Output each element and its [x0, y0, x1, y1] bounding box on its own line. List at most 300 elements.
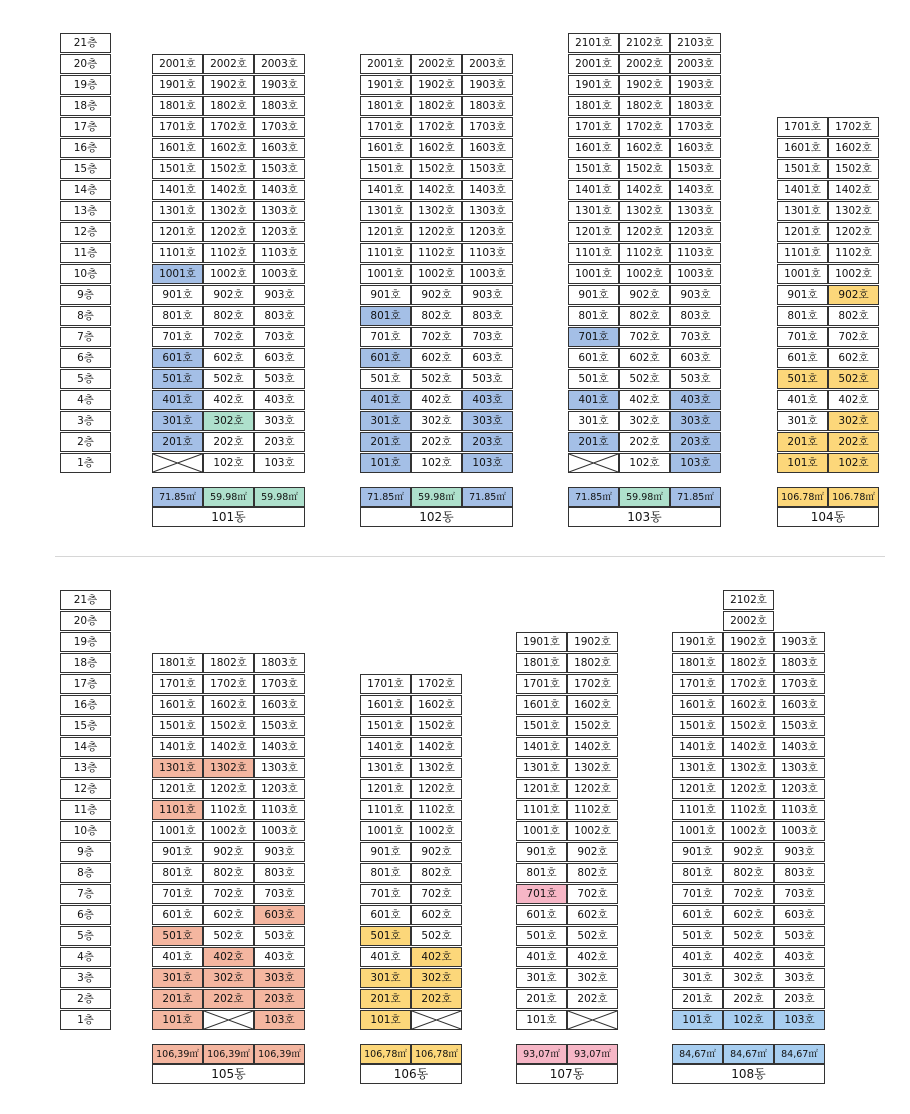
floor-label: 14층 — [60, 737, 111, 757]
unit-cell: 1702호 — [723, 674, 774, 694]
unit-cell: 1403호 — [462, 180, 513, 200]
unit-cell: 2002호 — [411, 54, 462, 74]
floor-label: 6층 — [60, 905, 111, 925]
empty-unit-x-icon — [152, 453, 203, 473]
unit-cell: 1603호 — [462, 138, 513, 158]
unit-cell: 1701호 — [360, 117, 411, 137]
unit-cell: 1901호 — [568, 75, 619, 95]
unit-cell: 103호 — [670, 453, 721, 473]
unit-cell: 2001호 — [360, 54, 411, 74]
area-label: 106,39㎡ — [254, 1044, 305, 1064]
unit-cell: 1501호 — [777, 159, 828, 179]
unit-cell: 903호 — [254, 842, 305, 862]
unit-cell: 603호 — [462, 348, 513, 368]
unit-cell: 2002호 — [203, 54, 254, 74]
unit-cell: 802호 — [411, 863, 462, 883]
unit-cell: 203호 — [670, 432, 721, 452]
unit-cell: 1401호 — [568, 180, 619, 200]
area-label: 71.85㎡ — [152, 487, 203, 507]
unit-cell: 302호 — [203, 968, 254, 988]
unit-cell: 1302호 — [828, 201, 879, 221]
unit-cell: 1602호 — [619, 138, 670, 158]
unit-cell: 1801호 — [672, 653, 723, 673]
floor-label: 6층 — [60, 348, 111, 368]
unit-cell: 1801호 — [516, 653, 567, 673]
area-label: 71.85㎡ — [670, 487, 721, 507]
unit-cell: 702호 — [619, 327, 670, 347]
unit-cell: 301호 — [516, 968, 567, 988]
unit-cell: 1103호 — [462, 243, 513, 263]
unit-cell: 1603호 — [254, 138, 305, 158]
building-name: 102동 — [360, 507, 513, 527]
unit-cell: 201호 — [360, 432, 411, 452]
unit-cell: 1603호 — [670, 138, 721, 158]
building-name: 106동 — [360, 1064, 462, 1084]
unit-cell: 402호 — [203, 947, 254, 967]
building-name: 108동 — [672, 1064, 825, 1084]
unit-cell: 301호 — [568, 411, 619, 431]
unit-cell: 1301호 — [152, 201, 203, 221]
unit-cell: 1802호 — [567, 653, 618, 673]
unit-cell: 1801호 — [152, 96, 203, 116]
unit-cell: 101호 — [360, 1010, 411, 1030]
unit-cell: 601호 — [152, 905, 203, 925]
unit-cell: 101호 — [152, 1010, 203, 1030]
unit-cell: 1502호 — [411, 159, 462, 179]
unit-cell: 703호 — [254, 327, 305, 347]
unit-cell: 803호 — [774, 863, 825, 883]
unit-cell: 1901호 — [516, 632, 567, 652]
unit-cell: 603호 — [254, 905, 305, 925]
floor-label: 15층 — [60, 716, 111, 736]
unit-cell: 901호 — [672, 842, 723, 862]
unit-cell: 901호 — [568, 285, 619, 305]
unit-cell: 1102호 — [567, 800, 618, 820]
floor-label: 17층 — [60, 117, 111, 137]
unit-cell: 1002호 — [723, 821, 774, 841]
unit-cell: 1002호 — [567, 821, 618, 841]
floor-label: 20층 — [60, 54, 111, 74]
unit-cell: 702호 — [411, 884, 462, 904]
floor-label: 4층 — [60, 390, 111, 410]
unit-cell: 1103호 — [254, 243, 305, 263]
floor-label: 14층 — [60, 180, 111, 200]
unit-cell: 502호 — [203, 926, 254, 946]
unit-cell: 1402호 — [723, 737, 774, 757]
unit-cell: 703호 — [254, 884, 305, 904]
unit-cell: 603호 — [670, 348, 721, 368]
empty-unit-x-icon — [203, 1010, 254, 1030]
area-label: 59.98㎡ — [203, 487, 254, 507]
unit-cell: 201호 — [516, 989, 567, 1009]
unit-cell: 1202호 — [203, 222, 254, 242]
unit-cell: 301호 — [152, 411, 203, 431]
unit-cell: 202호 — [828, 432, 879, 452]
unit-cell: 501호 — [516, 926, 567, 946]
unit-cell: 1502호 — [203, 159, 254, 179]
unit-cell: 1103호 — [670, 243, 721, 263]
unit-cell: 903호 — [462, 285, 513, 305]
building-name: 103동 — [568, 507, 721, 527]
unit-cell: 701호 — [152, 327, 203, 347]
unit-cell: 1703호 — [774, 674, 825, 694]
unit-cell: 1701호 — [777, 117, 828, 137]
unit-cell: 101호 — [777, 453, 828, 473]
unit-cell: 402호 — [411, 390, 462, 410]
unit-cell: 401호 — [516, 947, 567, 967]
unit-cell: 1803호 — [254, 653, 305, 673]
unit-cell: 1901호 — [152, 75, 203, 95]
unit-cell: 1403호 — [774, 737, 825, 757]
area-label: 106,78㎡ — [411, 1044, 462, 1064]
unit-cell: 802호 — [567, 863, 618, 883]
unit-cell: 301호 — [672, 968, 723, 988]
unit-cell: 102호 — [619, 453, 670, 473]
floor-label: 20층 — [60, 611, 111, 631]
unit-cell: 503호 — [462, 369, 513, 389]
unit-cell: 1103호 — [774, 800, 825, 820]
unit-cell: 1501호 — [568, 159, 619, 179]
unit-cell: 1903호 — [670, 75, 721, 95]
unit-cell: 702호 — [203, 327, 254, 347]
unit-cell: 1503호 — [254, 716, 305, 736]
unit-cell: 1701호 — [152, 117, 203, 137]
unit-cell: 303호 — [254, 968, 305, 988]
unit-cell: 1102호 — [411, 800, 462, 820]
unit-cell: 1001호 — [568, 264, 619, 284]
unit-cell: 1003호 — [670, 264, 721, 284]
floor-label: 4층 — [60, 947, 111, 967]
unit-cell: 1201호 — [777, 222, 828, 242]
unit-cell: 1202호 — [567, 779, 618, 799]
unit-cell: 1603호 — [254, 695, 305, 715]
unit-cell: 601호 — [672, 905, 723, 925]
unit-cell: 502호 — [723, 926, 774, 946]
unit-cell: 701호 — [777, 327, 828, 347]
unit-cell: 1802호 — [619, 96, 670, 116]
floor-label: 3층 — [60, 968, 111, 988]
unit-cell: 602호 — [723, 905, 774, 925]
unit-cell: 102호 — [411, 453, 462, 473]
unit-cell: 601호 — [360, 905, 411, 925]
unit-cell: 1601호 — [152, 695, 203, 715]
unit-cell: 1902호 — [619, 75, 670, 95]
unit-cell: 603호 — [254, 348, 305, 368]
unit-cell: 1003호 — [254, 264, 305, 284]
unit-cell: 801호 — [360, 863, 411, 883]
unit-cell: 403호 — [774, 947, 825, 967]
unit-cell: 1602호 — [411, 138, 462, 158]
unit-cell: 1701호 — [360, 674, 411, 694]
unit-cell: 401호 — [777, 390, 828, 410]
unit-cell: 602호 — [828, 348, 879, 368]
floor-label: 5층 — [60, 926, 111, 946]
unit-cell: 902호 — [567, 842, 618, 862]
unit-cell: 202호 — [411, 989, 462, 1009]
unit-cell: 1301호 — [568, 201, 619, 221]
area-label: 84,67㎡ — [774, 1044, 825, 1064]
floor-label: 21층 — [60, 33, 111, 53]
unit-cell: 1101호 — [152, 243, 203, 263]
area-label: 106,39㎡ — [152, 1044, 203, 1064]
unit-cell: 1001호 — [777, 264, 828, 284]
unit-cell: 602호 — [619, 348, 670, 368]
unit-cell: 1301호 — [360, 201, 411, 221]
unit-cell: 401호 — [360, 390, 411, 410]
unit-cell: 202호 — [567, 989, 618, 1009]
unit-cell: 702호 — [828, 327, 879, 347]
unit-cell: 601호 — [152, 348, 203, 368]
unit-cell: 202호 — [203, 432, 254, 452]
unit-cell: 503호 — [774, 926, 825, 946]
unit-cell: 1803호 — [254, 96, 305, 116]
unit-cell: 302호 — [828, 411, 879, 431]
unit-cell: 301호 — [777, 411, 828, 431]
unit-cell: 1703호 — [254, 117, 305, 137]
unit-cell: 101호 — [360, 453, 411, 473]
unit-cell: 902호 — [411, 842, 462, 862]
unit-cell: 1101호 — [672, 800, 723, 820]
unit-cell: 801호 — [152, 863, 203, 883]
unit-cell: 301호 — [360, 411, 411, 431]
unit-cell: 303호 — [254, 411, 305, 431]
area-label: 59.98㎡ — [254, 487, 305, 507]
unit-cell: 1502호 — [723, 716, 774, 736]
unit-cell: 602호 — [203, 905, 254, 925]
unit-cell: 1601호 — [152, 138, 203, 158]
unit-cell: 503호 — [670, 369, 721, 389]
unit-cell: 1302호 — [567, 758, 618, 778]
unit-cell: 203호 — [254, 432, 305, 452]
unit-cell: 1002호 — [411, 264, 462, 284]
unit-cell: 1202호 — [411, 222, 462, 242]
unit-cell: 1302호 — [723, 758, 774, 778]
unit-cell: 901호 — [777, 285, 828, 305]
unit-cell: 1203호 — [462, 222, 513, 242]
unit-cell: 1702호 — [411, 674, 462, 694]
unit-cell: 1502호 — [828, 159, 879, 179]
floor-label: 17층 — [60, 674, 111, 694]
unit-cell: 501호 — [152, 369, 203, 389]
unit-cell: 903호 — [670, 285, 721, 305]
unit-cell: 1901호 — [360, 75, 411, 95]
unit-cell: 703호 — [462, 327, 513, 347]
unit-cell: 1201호 — [516, 779, 567, 799]
unit-cell: 802호 — [411, 306, 462, 326]
unit-cell: 401호 — [672, 947, 723, 967]
unit-cell: 603호 — [774, 905, 825, 925]
unit-cell: 1102호 — [411, 243, 462, 263]
floor-label: 15층 — [60, 159, 111, 179]
unit-cell: 901호 — [152, 842, 203, 862]
unit-cell: 1003호 — [462, 264, 513, 284]
unit-cell: 1501호 — [152, 159, 203, 179]
unit-cell: 1002호 — [411, 821, 462, 841]
unit-cell: 1702호 — [619, 117, 670, 137]
unit-cell: 1001호 — [360, 264, 411, 284]
unit-cell: 1201호 — [152, 222, 203, 242]
unit-cell: 602호 — [567, 905, 618, 925]
unit-cell: 1803호 — [774, 653, 825, 673]
unit-cell: 2103호 — [670, 33, 721, 53]
unit-cell: 701호 — [360, 884, 411, 904]
building-name: 101동 — [152, 507, 305, 527]
unit-cell: 801호 — [672, 863, 723, 883]
unit-cell: 1103호 — [254, 800, 305, 820]
unit-cell: 1801호 — [568, 96, 619, 116]
unit-cell: 202호 — [411, 432, 462, 452]
unit-cell: 1802호 — [203, 653, 254, 673]
unit-cell: 1702호 — [828, 117, 879, 137]
area-label: 71.85㎡ — [568, 487, 619, 507]
unit-cell: 1902호 — [723, 632, 774, 652]
unit-cell: 1101호 — [516, 800, 567, 820]
unit-cell: 1303호 — [254, 758, 305, 778]
unit-cell: 501호 — [360, 369, 411, 389]
unit-cell: 1002호 — [619, 264, 670, 284]
unit-cell: 1202호 — [411, 779, 462, 799]
unit-cell: 1303호 — [774, 758, 825, 778]
unit-cell: 1003호 — [254, 821, 305, 841]
unit-cell: 1403호 — [254, 180, 305, 200]
unit-cell: 1703호 — [462, 117, 513, 137]
unit-cell: 1502호 — [619, 159, 670, 179]
unit-cell: 303호 — [774, 968, 825, 988]
unit-cell: 201호 — [568, 432, 619, 452]
unit-cell: 1702호 — [203, 674, 254, 694]
unit-cell: 2003호 — [254, 54, 305, 74]
unit-cell: 302호 — [619, 411, 670, 431]
unit-cell: 1802호 — [203, 96, 254, 116]
unit-cell: 1402호 — [619, 180, 670, 200]
unit-cell: 103호 — [462, 453, 513, 473]
unit-cell: 701호 — [516, 884, 567, 904]
unit-cell: 1303호 — [254, 201, 305, 221]
floor-label: 12층 — [60, 222, 111, 242]
unit-cell: 103호 — [254, 1010, 305, 1030]
unit-cell: 1301호 — [360, 758, 411, 778]
floor-label: 5층 — [60, 369, 111, 389]
unit-cell: 501호 — [152, 926, 203, 946]
unit-cell: 1903호 — [462, 75, 513, 95]
unit-cell: 1302호 — [411, 758, 462, 778]
section-divider — [55, 556, 885, 557]
unit-cell: 702호 — [723, 884, 774, 904]
unit-cell: 1203호 — [670, 222, 721, 242]
unit-cell: 801호 — [152, 306, 203, 326]
unit-cell: 301호 — [360, 968, 411, 988]
unit-cell: 403호 — [670, 390, 721, 410]
area-label: 84,67㎡ — [672, 1044, 723, 1064]
unit-cell: 201호 — [777, 432, 828, 452]
unit-cell: 802호 — [619, 306, 670, 326]
unit-cell: 1002호 — [828, 264, 879, 284]
floor-label: 1층 — [60, 453, 111, 473]
unit-cell: 402호 — [828, 390, 879, 410]
unit-cell: 501호 — [360, 926, 411, 946]
unit-cell: 1402호 — [411, 737, 462, 757]
unit-cell: 401호 — [152, 947, 203, 967]
unit-cell: 901호 — [360, 285, 411, 305]
unit-cell: 901호 — [516, 842, 567, 862]
unit-cell: 302호 — [723, 968, 774, 988]
unit-cell: 203호 — [774, 989, 825, 1009]
unit-cell: 1602호 — [203, 138, 254, 158]
unit-cell: 1801호 — [152, 653, 203, 673]
unit-cell: 202호 — [619, 432, 670, 452]
unit-cell: 1401호 — [672, 737, 723, 757]
area-label: 71.85㎡ — [462, 487, 513, 507]
area-label: 93,07㎡ — [567, 1044, 618, 1064]
floor-label: 19층 — [60, 75, 111, 95]
unit-cell: 1601호 — [568, 138, 619, 158]
unit-cell: 1302호 — [203, 758, 254, 778]
unit-cell: 1302호 — [411, 201, 462, 221]
unit-cell: 1601호 — [360, 695, 411, 715]
building-name: 105동 — [152, 1064, 305, 1084]
unit-cell: 1203호 — [254, 222, 305, 242]
unit-cell: 1203호 — [774, 779, 825, 799]
floor-label: 10층 — [60, 821, 111, 841]
unit-cell: 103호 — [774, 1010, 825, 1030]
unit-cell: 1001호 — [152, 264, 203, 284]
unit-cell: 1201호 — [360, 222, 411, 242]
unit-cell: 1803호 — [670, 96, 721, 116]
area-label: 106,39㎡ — [203, 1044, 254, 1064]
unit-cell: 601호 — [777, 348, 828, 368]
floor-label: 12층 — [60, 779, 111, 799]
unit-cell: 1802호 — [723, 653, 774, 673]
unit-cell: 1502호 — [567, 716, 618, 736]
unit-cell: 1903호 — [774, 632, 825, 652]
unit-cell: 203호 — [462, 432, 513, 452]
unit-cell: 101호 — [516, 1010, 567, 1030]
unit-cell: 901호 — [360, 842, 411, 862]
unit-cell: 1503호 — [670, 159, 721, 179]
unit-cell: 802호 — [723, 863, 774, 883]
unit-cell: 903호 — [254, 285, 305, 305]
unit-cell: 601호 — [360, 348, 411, 368]
unit-cell: 2001호 — [152, 54, 203, 74]
area-label: 106,78㎡ — [360, 1044, 411, 1064]
unit-cell: 1402호 — [203, 737, 254, 757]
unit-cell: 1801호 — [360, 96, 411, 116]
unit-cell: 1502호 — [203, 716, 254, 736]
unit-cell: 2003호 — [462, 54, 513, 74]
floor-label: 18층 — [60, 653, 111, 673]
unit-cell: 2102호 — [619, 33, 670, 53]
unit-cell: 303호 — [670, 411, 721, 431]
unit-cell: 1202호 — [619, 222, 670, 242]
unit-cell: 1502호 — [411, 716, 462, 736]
unit-cell: 1701호 — [672, 674, 723, 694]
area-label: 106.78㎡ — [828, 487, 879, 507]
unit-cell: 602호 — [411, 348, 462, 368]
floor-label: 1층 — [60, 1010, 111, 1030]
unit-cell: 503호 — [254, 369, 305, 389]
unit-cell: 1202호 — [723, 779, 774, 799]
unit-cell: 2102호 — [723, 590, 774, 610]
unit-cell: 601호 — [568, 348, 619, 368]
unit-cell: 1702호 — [411, 117, 462, 137]
unit-cell: 1302호 — [203, 201, 254, 221]
unit-cell: 702호 — [411, 327, 462, 347]
unit-cell: 701호 — [360, 327, 411, 347]
unit-cell: 203호 — [254, 989, 305, 1009]
unit-cell: 1401호 — [360, 737, 411, 757]
unit-cell: 1603호 — [774, 695, 825, 715]
unit-cell: 1401호 — [152, 180, 203, 200]
